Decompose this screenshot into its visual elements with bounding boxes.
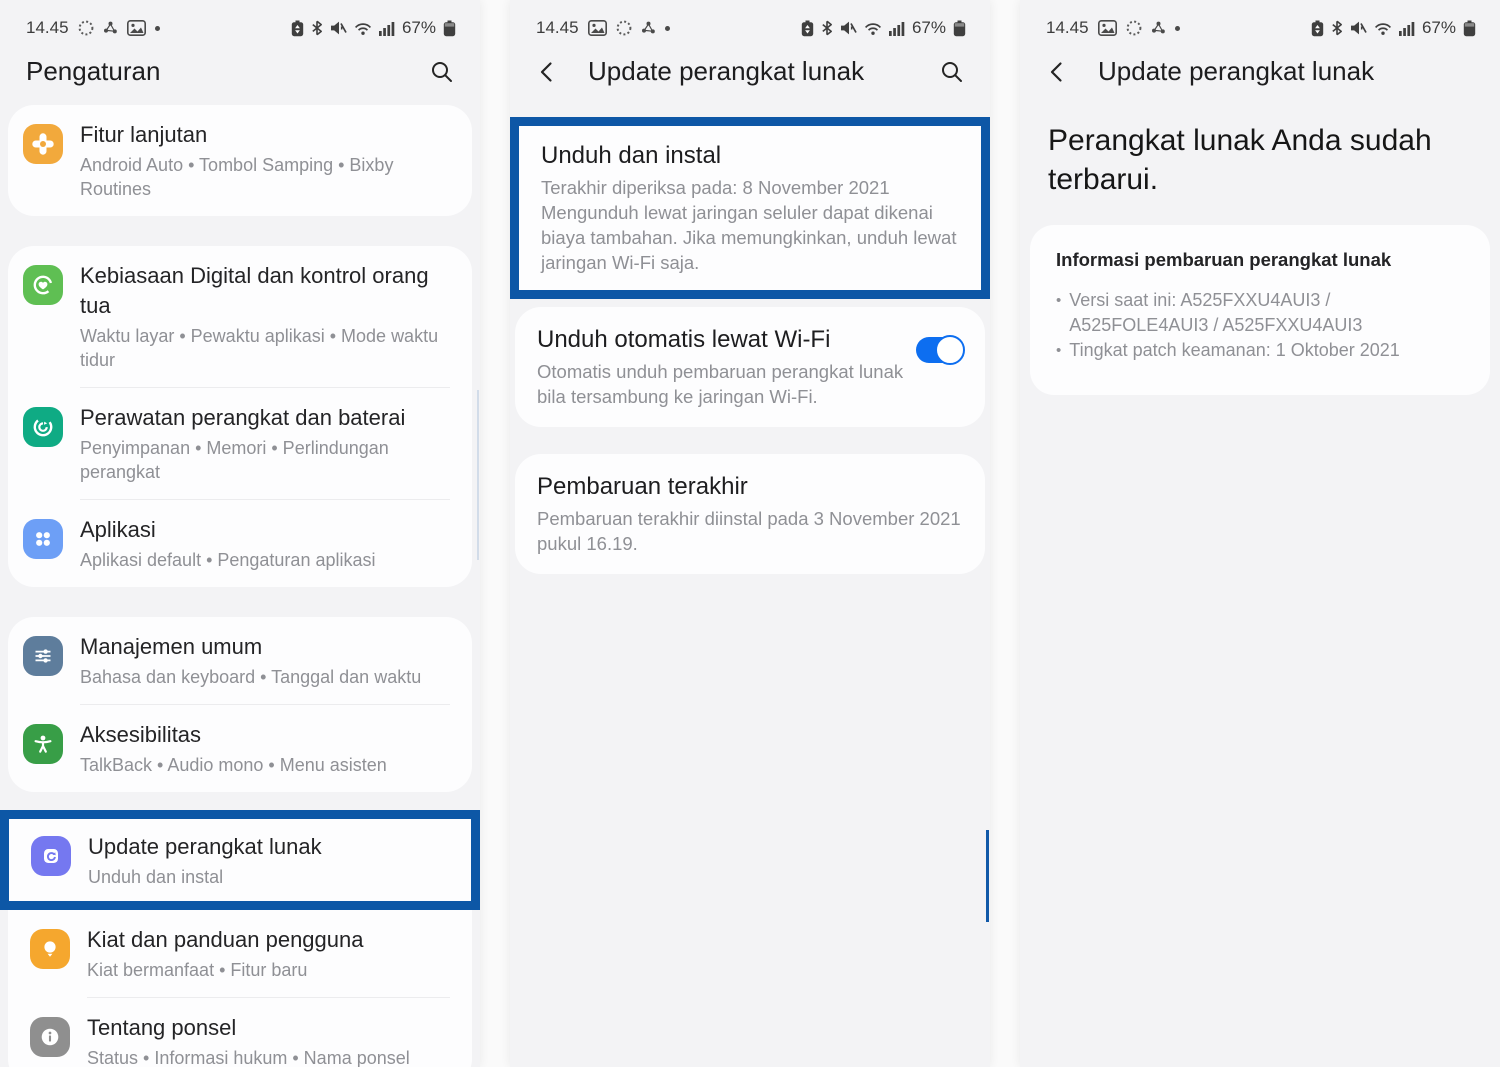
accessibility-icon [23,724,63,764]
battery-icon [953,20,966,37]
settings-item-kiat-panduan[interactable] [8,910,472,997]
settings-item-perawatan-perangkat[interactable] [8,388,472,499]
data-warning-text: Mengunduh lewat jaringan seluler dapat dikenai biaya tambahan. Jika memungkinkan, unduh lewat jaringan Wi-Fi saja. [541,202,957,273]
item-subtitle: Kiat bermanfaat • Fitur baru [87,960,308,980]
back-icon[interactable] [536,60,560,84]
device-care-icon [23,407,63,447]
last-checked-text: Terakhir diperiksa pada: 8 November 2021 [541,177,890,198]
status-bar [0,0,480,42]
molecule-icon [1151,21,1166,35]
mute-icon [330,20,347,36]
sync-progress-icon [1126,20,1142,36]
security-patch-text: Tingkat patch keamanan: 1 Oktober 2021 [1069,340,1400,360]
current-version-text: Versi saat ini: A525FXXU4AUI3 / A525FOLE4AUI3 / A525FXXU4AUI3 [1069,290,1363,335]
wifi-icon [1374,21,1392,36]
status-time: 14.45 [1046,18,1089,37]
version-bullet [1056,288,1464,338]
back-icon[interactable] [1046,60,1070,84]
item-title: Tentang ponsel [87,1015,237,1040]
mute-icon [1350,20,1367,36]
item-title: Fitur lanjutan [80,122,208,147]
scrollbar[interactable] [477,390,479,560]
bullet-dot: • [1056,342,1062,359]
sync-progress-icon [616,20,632,36]
image-notification-icon [127,20,146,36]
info-card-title: Informasi pembaruan perangkat lunak [1056,249,1392,270]
software-update-icon [31,836,71,876]
auto-download-card [515,307,985,427]
app-bar [510,42,990,105]
status-bar [510,0,990,42]
settings-card-device [8,246,472,587]
apps-icon [23,519,63,559]
battery-percent: 67% [911,18,946,37]
status-time: 14.45 [536,18,579,37]
highlight-frame-software-update [0,810,480,910]
scrollbar[interactable] [986,830,989,922]
bluetooth-icon [1331,20,1343,36]
image-notification-icon [1098,20,1117,36]
item-desc: Pembaruan terakhir diinstal pada 3 November 2021 pukul 16.19. [537,508,961,554]
battery-saver-icon [291,20,304,37]
battery-icon [1463,20,1476,37]
app-bar [1020,42,1500,105]
status-bar [1020,0,1500,42]
mute-icon [840,20,857,36]
item-subtitle: Waktu layar • Pewaktu aplikasi • Mode waktu tidur [80,326,439,370]
settings-card-advanced [8,105,472,216]
digital-wellbeing-icon [23,265,63,305]
bullet-dot: • [1056,292,1062,309]
item-title: Unduh dan instal [541,142,722,169]
item-title: Aksesibilitas [80,722,202,747]
battery-saver-icon [801,20,814,37]
up-to-date-headline: Perangkat lunak Anda sudah terbarui. [1048,124,1432,196]
item-title: Aplikasi [80,517,156,542]
toggle-knob [935,335,965,365]
screen-software-update [510,0,990,1067]
settings-item-kebiasaan-digital[interactable] [8,246,472,387]
search-icon[interactable] [430,60,454,84]
about-phone-icon [30,1017,70,1057]
last-update-card [515,454,985,574]
page-title: Update perangkat lunak [1098,56,1375,86]
security-patch-bullet [1056,338,1464,363]
page-title: Pengaturan [26,56,161,86]
image-notification-icon [588,20,607,36]
sync-progress-icon [78,20,94,36]
settings-item-aplikasi[interactable] [8,500,472,587]
bluetooth-icon [311,20,323,36]
notification-dot-icon [1175,26,1180,31]
general-management-icon [23,636,63,676]
wifi-icon [354,21,372,36]
wifi-icon [864,21,882,36]
notification-dot-icon [665,26,670,31]
item-title: Kiat dan panduan pengguna [87,927,364,952]
item-subtitle: Aplikasi default • Pengaturan aplikasi [80,550,376,570]
app-bar [0,42,480,105]
item-title: Perawatan perangkat dan baterai [80,405,406,430]
battery-saver-icon [1311,20,1324,37]
settings-card-support [8,910,472,1067]
item-title: Manajemen umum [80,634,263,659]
molecule-icon [103,21,118,35]
signal-strength-icon [889,21,905,36]
settings-card-general [8,617,472,792]
page-title: Update perangkat lunak [588,56,865,86]
settings-item-tentang-ponsel[interactable] [8,998,472,1067]
status-time: 14.45 [26,18,69,37]
signal-strength-icon [1399,21,1415,36]
wifi-auto-download-toggle[interactable] [916,337,963,363]
item-subtitle: Penyimpanan • Memori • Perlindungan perangkat [80,438,389,482]
battery-icon [443,20,456,37]
notification-dot-icon [155,26,160,31]
settings-item-manajemen-umum[interactable] [8,617,472,704]
item-subtitle: Status • Informasi hukum • Nama ponsel [87,1048,410,1067]
item-subtitle: Android Auto • Tombol Samping • Bixby Routines [80,155,394,199]
advanced-features-icon [23,124,63,164]
tips-icon [30,929,70,969]
highlight-frame-download-install [510,117,990,299]
item-desc: Otomatis unduh pembaruan perangkat lunak bila tersambung ke jaringan Wi-Fi. [537,361,904,407]
screen-update-result [1020,0,1500,1067]
search-icon[interactable] [940,60,964,84]
item-title: Kebiasaan Digital dan kontrol orang tua [80,263,429,318]
molecule-icon [641,21,656,35]
auto-download-item[interactable] [515,307,985,427]
item-title: Update perangkat lunak [88,834,322,859]
item-subtitle: Unduh dan instal [88,867,224,887]
settings-item-fitur-lanjutan[interactable] [8,105,472,216]
download-install-item[interactable] [519,126,981,290]
item-title: Unduh otomatis lewat Wi-Fi [537,326,831,353]
bluetooth-icon [821,20,833,36]
update-info-card [1030,225,1490,395]
last-update-item[interactable] [515,454,985,574]
settings-item-update-perangkat-lunak[interactable] [9,819,471,901]
item-title: Pembaruan terakhir [537,473,748,500]
item-subtitle: Bahasa dan keyboard • Tanggal dan waktu [80,667,422,687]
signal-strength-icon [379,21,395,36]
battery-percent: 67% [1421,18,1456,37]
battery-percent: 67% [401,18,436,37]
screen-settings [0,0,480,1067]
item-subtitle: TalkBack • Audio mono • Menu asisten [80,755,387,775]
settings-item-aksesibilitas[interactable] [8,705,472,792]
